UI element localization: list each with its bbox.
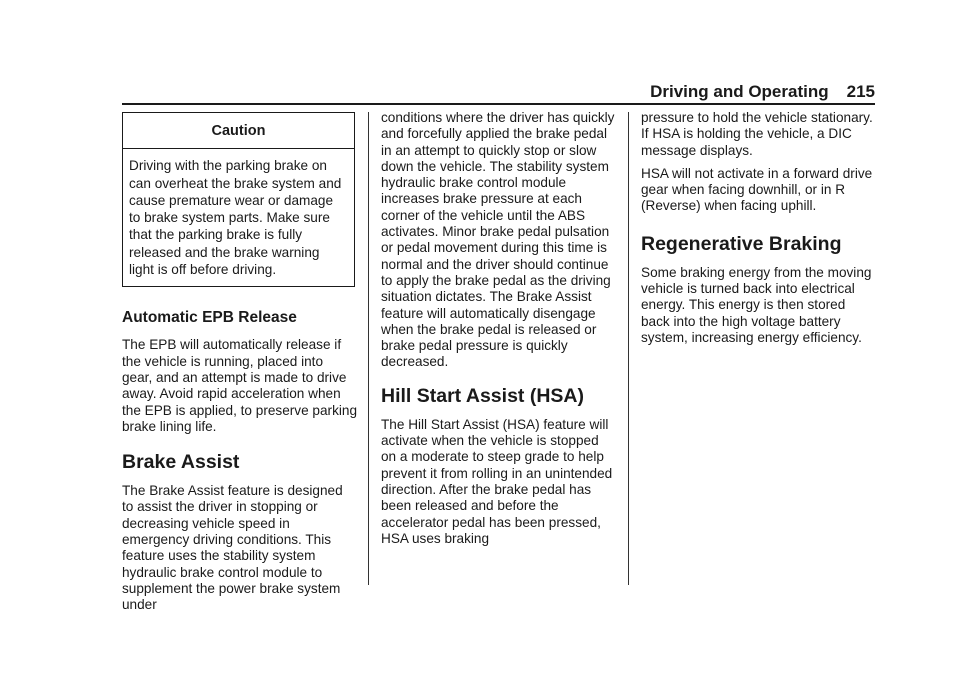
epb-release-text: The EPB will automatically release if the vehicle is running, placed into gear, and an attempt is made to drive away. Avoid rapid acceleration when the EPB is applied, to preserve parking brake lining life. xyxy=(122,337,358,434)
hsa-text: The Hill Start Assist (HSA) feature will activate when the vehicle is stopped on a moderate to steep grade to help prevent it from rolling in an unintended direction. After the brake pedal has been released and before the accelerator pedal has been pressed, HSA uses braking xyxy=(381,416,613,546)
caution-box xyxy=(122,112,355,287)
column-divider xyxy=(368,112,369,585)
page-number: 215 xyxy=(846,82,875,101)
hsa-continued-text: pressure to hold the vehicle stationary. If HSA is holding the vehicle, a DIC message displays. xyxy=(641,110,873,158)
caution-title: Caution xyxy=(123,113,354,149)
header-rule xyxy=(122,103,875,105)
column-divider xyxy=(628,112,629,585)
column-1 xyxy=(122,110,357,621)
regen-braking-heading: Regenerative Braking xyxy=(641,232,842,255)
section-title: Driving and Operating xyxy=(650,82,829,101)
regen-braking-text: Some braking energy from the moving vehicle is turned back into electrical energy. This energy is then stored back into the high voltage battery system, increasing energy efficiency. xyxy=(641,264,872,345)
brake-assist-text: The Brake Assist feature is designed to assist the driver in stopping or decreasing vehicle speed in emergency driving conditions. This feature uses the stability system hydraulic brake control module to supplement the power brake system under xyxy=(122,483,343,613)
brake-assist-continued-text: conditions where the driver has quickly and forcefully applied the brake pedal in an attempt to quickly stop or slow down the vehicle. The stability system hydraulic brake control module increases brake pressure at each corner of the vehicle until the ABS activates. Minor brake pedal pulsation or pedal movement during this time is normal and the driver should continue to apply the brake pedal as the driving situation dictates. The Brake Assist feature will automatically disengage when the brake pedal is released or brake pedal pressure is quickly decreased. xyxy=(381,110,615,370)
hsa-note: HSA will not activate in a forward drive gear when facing downhill, or in R (Reverse) when facing uphill. xyxy=(641,165,873,214)
column-2 xyxy=(381,110,617,554)
caution-text: Driving with the parking brake on can overheat the brake system and cause premature wear or damage to brake system parts. Make sure that the parking brake is fully released and the brake warning light is off before driving. xyxy=(129,158,342,278)
page-header xyxy=(620,82,875,102)
column-3 xyxy=(641,110,877,353)
epb-release-heading: Automatic EPB Release xyxy=(122,309,297,327)
hsa-heading: Hill Start Assist (HSA) xyxy=(381,384,584,407)
brake-assist-heading: Brake Assist xyxy=(122,451,240,474)
